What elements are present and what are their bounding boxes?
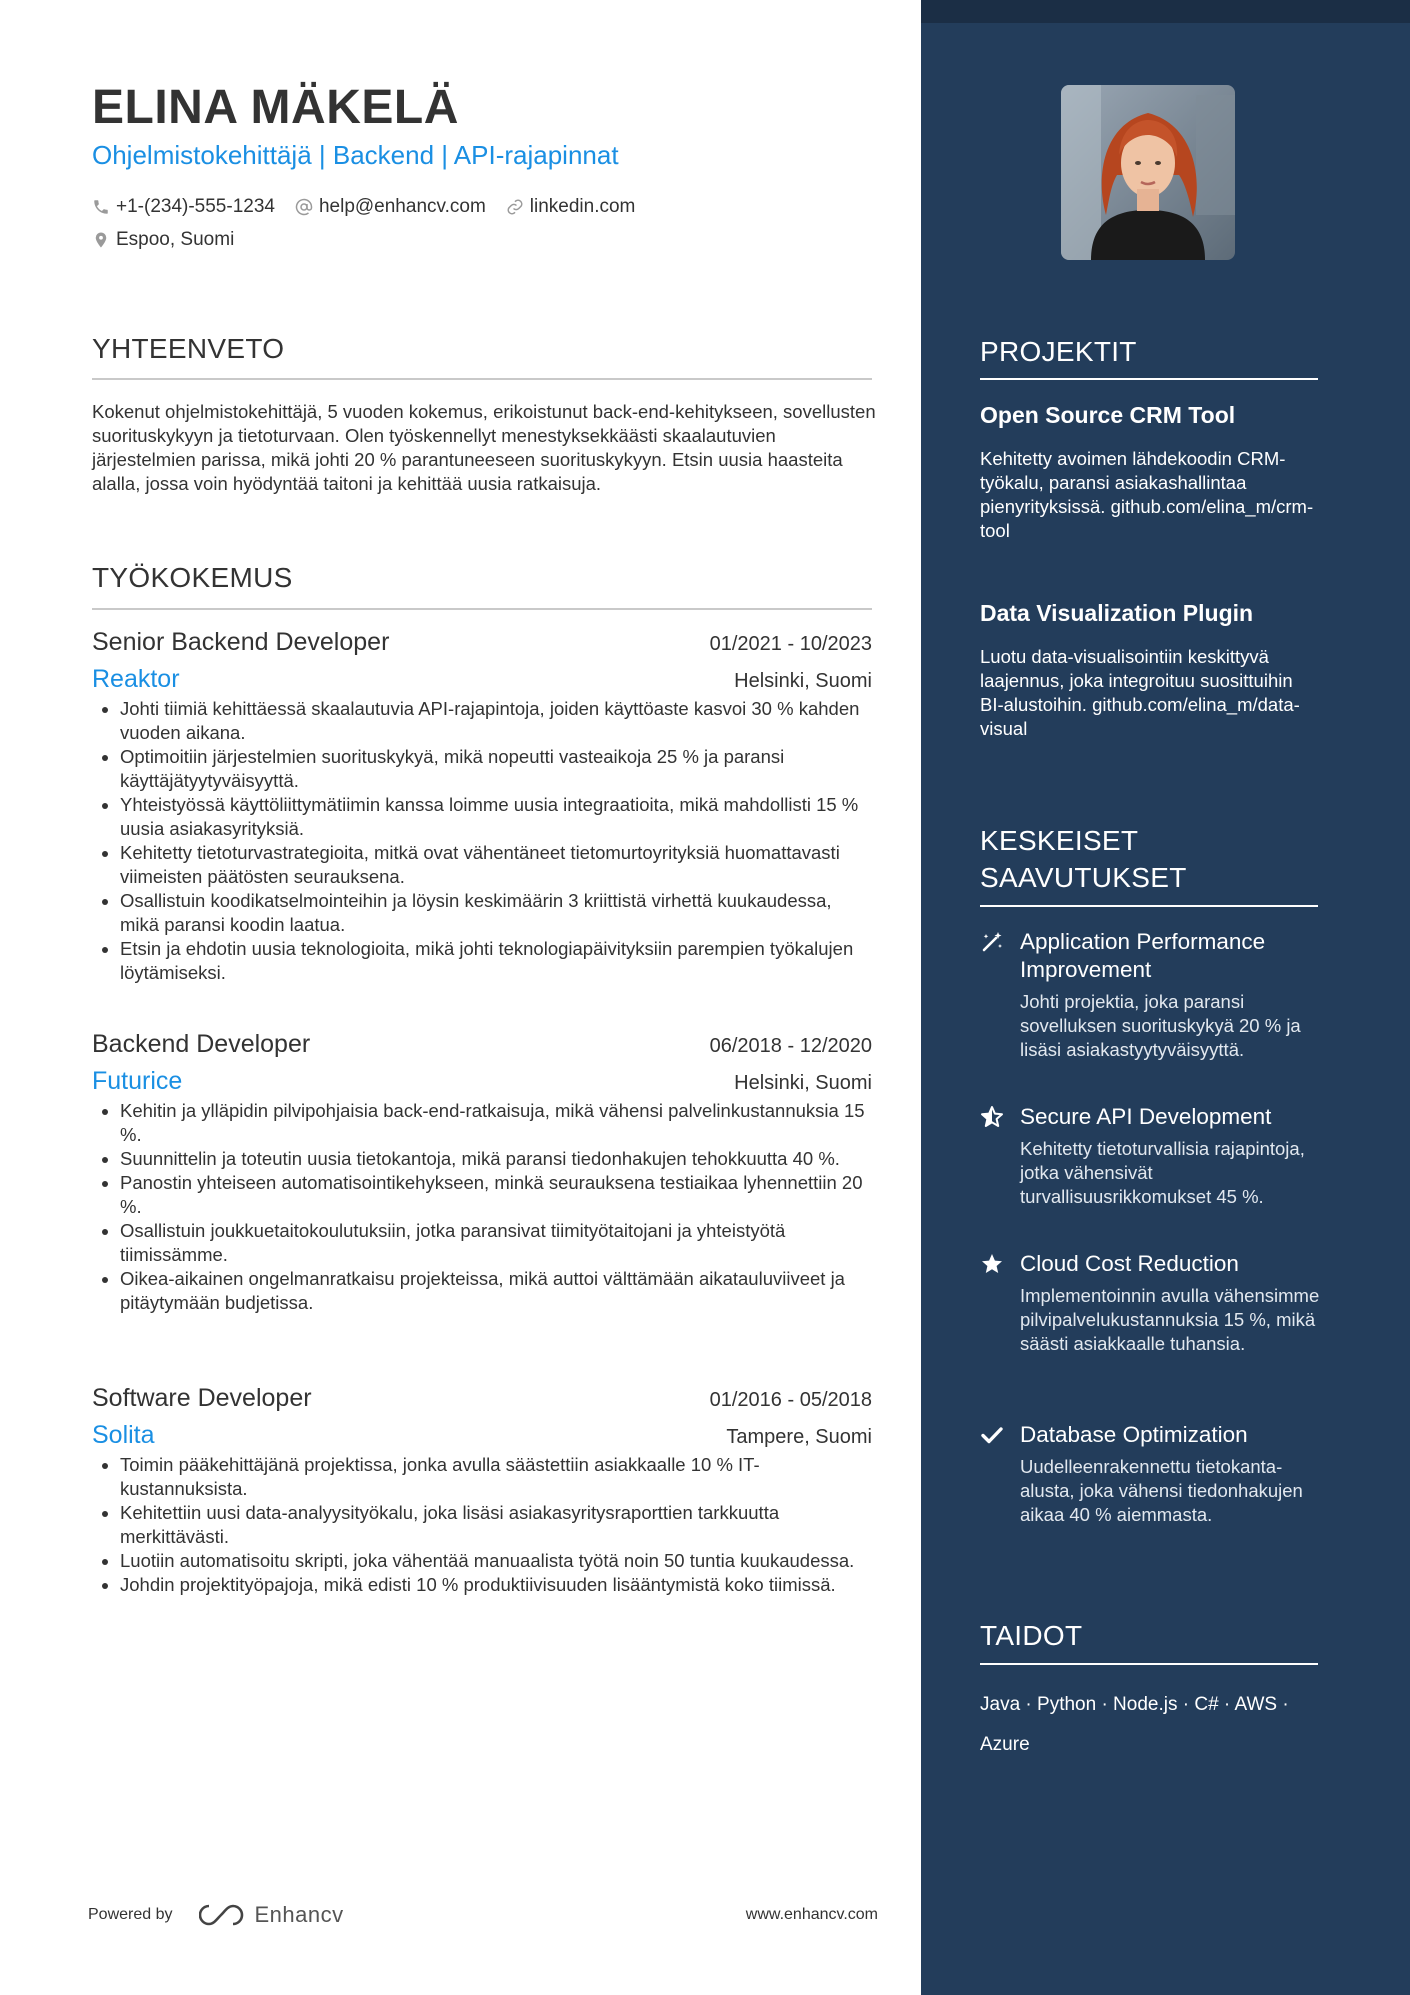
- job-bullet: • Etsin ja ehdotin uusia teknologioita, mikä johti teknologiapäivityksiin parempien työkalujen löytämiseksi.: [120, 937, 872, 985]
- job-entry: [92, 628, 872, 985]
- job-company: Solita: [92, 1421, 155, 1449]
- summary-heading: YHTEENVETO: [92, 333, 285, 364]
- job-bullets: [92, 1099, 872, 1315]
- achievement-description: Kehitetty tietoturvallisia rajapintoja, jotka vähensivät turvallisuusrikkomukset 45 %.: [1020, 1138, 1305, 1207]
- contact-phone[interactable]: [92, 196, 275, 218]
- phone-text: +1-(234)-555-1234: [116, 196, 275, 217]
- project-description: Kehitetty avoimen lähdekoodin CRM-työkalu, paransi asiakashallintaa pienyrityksissä. github.com/elina_m/crm-tool: [980, 448, 1314, 541]
- job-bullet: • Oikea-aikainen ongelmanratkaisu projekteissa, mikä auttoi välttämään aikatauluviiveet ja pitäytymään budjetissa.: [120, 1267, 872, 1315]
- job-bullet: • Kehitin ja ylläpidin pilvipohjaisia back-end-ratkaisuja, mikä vähensi palvelinkustannuksia 15 %.: [120, 1099, 872, 1147]
- wand-icon: [980, 930, 1004, 954]
- skills-line: Azure: [980, 1734, 1030, 1755]
- job-bullet: • Yhteistyössä käyttöliittymätiimin kanssa loimme uusia integraatioita, mikä mahdollisti 15 % uusia asiakasyrityksiä.: [120, 793, 872, 841]
- job-location: Helsinki, Suomi: [734, 670, 872, 692]
- contact-row: [92, 196, 655, 218]
- projects-heading: PROJEKTIT: [980, 336, 1137, 367]
- job-bullet: • Optimoitiin järjestelmien suorituskykyä, mikä nopeutti vasteaikoja 25 % ja paransi käyttäjätyytyväisyyttä.: [120, 745, 872, 793]
- enhancv-brand: Enhancv: [254, 1902, 344, 1927]
- project-title: Data Visualization Plugin: [980, 600, 1254, 626]
- job-bullet: • Kehitetty tietoturvastrategioita, mitkä ovat vähentäneet tietomurtoyrityksiä huomattavasti viimeisten päätösten seurauksena.: [120, 841, 872, 889]
- job-bullet: • Toimin pääkehittäjänä projektissa, jonka avulla säästettiin asiakkaalle 10 % IT-kustannuksista.: [120, 1453, 872, 1501]
- skills-heading: TAIDOT: [980, 1620, 1083, 1651]
- profile-photo: [1061, 85, 1235, 260]
- location-row: [92, 229, 254, 251]
- location-text: Espoo, Suomi: [116, 229, 235, 250]
- enhancv-url[interactable]: www.enhancv.com: [745, 1906, 878, 1923]
- job-bullet: • Luotiin automatisoitu skripti, joka vähentää manuaalista työtä noin 50 tuntia kuukaudessa.: [120, 1549, 872, 1573]
- at-icon: [295, 198, 313, 216]
- job-bullet: • Kehitettiin uusi data-analyysityökalu, joka lisäsi asiakasyritysraporttien tarkkuutta merkittävästi.: [120, 1501, 872, 1549]
- job-dates: 01/2021 - 10/2023: [709, 633, 872, 655]
- summary-divider: [92, 378, 872, 380]
- job-dates: 06/2018 - 12/2020: [709, 1035, 872, 1057]
- achievement-title: Secure API Development: [1020, 1104, 1272, 1129]
- phone-icon: [92, 198, 110, 216]
- job-company: Reaktor: [92, 665, 180, 693]
- email-text: help@enhancv.com: [318, 196, 486, 217]
- achievements-heading: [980, 822, 1187, 896]
- contact-location: [92, 229, 234, 251]
- projects-divider: [980, 378, 1318, 380]
- avatar: [1061, 85, 1235, 260]
- job-bullet: • Suunnittelin ja toteutin uusia tietokantoja, mikä paransi tiedonhakujen tehokkuutta 40 %.: [120, 1147, 872, 1171]
- job-title: Software Developer: [92, 1384, 312, 1412]
- linkedin-text: linkedin.com: [529, 196, 636, 217]
- enhancv-logo-icon: [199, 1902, 249, 1928]
- achievement-title: Cloud Cost Reduction: [1020, 1251, 1239, 1276]
- achievement-item: [980, 1103, 1325, 1209]
- experience-divider: [92, 608, 872, 610]
- achievement-description: Implementoinnin avulla vähensimme pilvipalvelukustannuksia 15 %, mikä säästi asiakkaalle tuhansia.: [1020, 1285, 1320, 1354]
- job-company: Futurice: [92, 1067, 183, 1095]
- experience-heading: TYÖKOKEMUS: [92, 562, 293, 593]
- powered-by-label: Powered by: [88, 1906, 173, 1923]
- achievements-heading-line1: KESKEISET: [980, 825, 1139, 856]
- checkmark-icon: [980, 1423, 1004, 1447]
- achievement-item: [980, 1250, 1325, 1356]
- job-location: Helsinki, Suomi: [734, 1072, 872, 1094]
- skills-list: [980, 1685, 1320, 1765]
- job-bullet: • Panostin yhteiseen automatisointikehykseen, minkä seurauksena testiaikaa lyhennettiin 20 %.: [120, 1171, 872, 1219]
- summary-text: Kokenut ohjelmistokehittäjä, 5 vuoden kokemus, erikoistunut back-end-kehitykseen, sovellusten suorituskykyyn ja tietoturvaan. Olen työskennellyt menestyksekkäästi skaalautuvien järjestelmien parissa, mikä johti 20 % parantuneeseen suorituskykyyn. Etsin uusia haasteita alalla, jossa voin hyödyntää taitoni ja kehittää uusia ratkaisuja.: [92, 401, 876, 494]
- job-bullet: • Osallistuin joukkuetaitokoulutuksiin, jotka paransivat tiimityötaitojani ja yhteistyötä tiimissämme.: [120, 1219, 872, 1267]
- skills-divider: [980, 1663, 1318, 1665]
- star-icon: [980, 1252, 1004, 1276]
- job-dates: 01/2016 - 05/2018: [709, 1389, 872, 1411]
- job-bullet: • Johti tiimiä kehittäessä skaalautuvia API-rajapintoja, joiden käyttöaste kasvoi 30 % kahden vuoden aikana.: [120, 697, 872, 745]
- achievement-item: [980, 928, 1325, 1062]
- contact-linkedin[interactable]: [506, 196, 636, 218]
- footer: [88, 1902, 878, 1928]
- project-description: Luotu data-visualisointiin keskittyvä laajennus, joka integroituu suosittuihin BI-alustoihin. github.com/elina_m/data-visual: [980, 646, 1300, 739]
- achievement-title: Application Performance Improvement: [1020, 929, 1266, 982]
- job-location: Tampere, Suomi: [726, 1426, 872, 1448]
- job-title: Senior Backend Developer: [92, 628, 390, 656]
- achievement-description: Johti projektia, joka paransi sovelluksen suorituskykyä 20 % ja lisäsi asiakastyytyväisyyttä.: [1020, 991, 1301, 1060]
- achievements-heading-line2: SAAVUTUKSET: [980, 862, 1187, 893]
- sidebar-top-bar: [921, 0, 1410, 23]
- job-bullets: [92, 1453, 872, 1597]
- candidate-name: ELINA MÄKELÄ: [92, 81, 459, 134]
- project-item: [980, 600, 1320, 741]
- project-title: Open Source CRM Tool: [980, 402, 1236, 428]
- star-half-icon: [980, 1105, 1004, 1129]
- achievement-title: Database Optimization: [1020, 1422, 1248, 1447]
- skills-line: Java · Python · Node.js · C# · AWS ·: [980, 1694, 1289, 1715]
- contact-email[interactable]: [295, 196, 486, 218]
- job-bullets: [92, 697, 872, 985]
- achievement-description: Uudelleenrakennettu tietokanta-alusta, joka vähensi tiedonhakujen aikaa 40 % aiemmasta.: [1020, 1456, 1303, 1525]
- link-icon: [506, 198, 524, 216]
- location-pin-icon: [92, 231, 110, 249]
- job-entry: [92, 1384, 872, 1597]
- job-bullet: • Osallistuin koodikatselmointeihin ja löysin keskimäärin 3 kriittistä virhettä kuukaudessa, mikä paransi koodin laatua.: [120, 889, 872, 937]
- project-item: [980, 402, 1320, 543]
- job-title: Backend Developer: [92, 1030, 311, 1058]
- candidate-subtitle: Ohjelmistokehittäjä | Backend | API-rajapinnat: [92, 140, 619, 170]
- job-bullet: • Johdin projektityöpajoja, mikä edisti 10 % produktiivisuuden lisääntymistä koko tiimissä.: [120, 1573, 872, 1597]
- job-entry: [92, 1030, 872, 1315]
- achievements-divider: [980, 905, 1318, 907]
- achievement-item: [980, 1421, 1325, 1527]
